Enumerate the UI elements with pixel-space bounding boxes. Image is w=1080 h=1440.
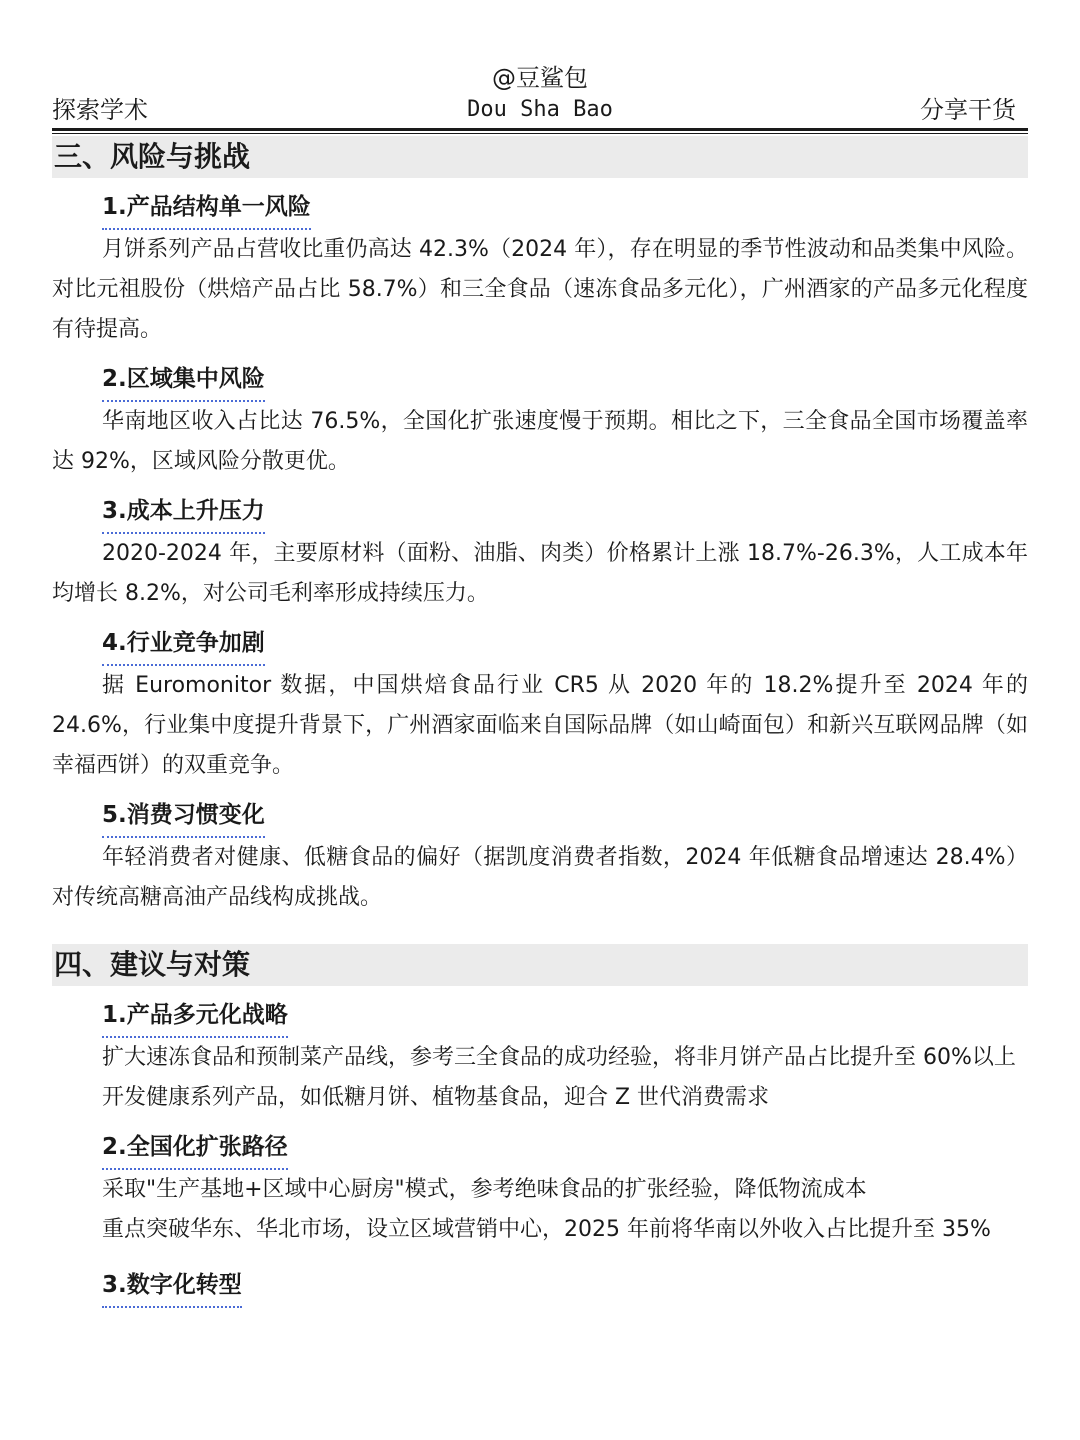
header-divider-thick — [52, 128, 1028, 131]
paragraph: 据 Euromonitor 数据，中国烘焙食品行业 CR5 从 2020 年的 18.2%提升至 2024 年的 24.6%，行业集中度提升背景下，广州酒家面临来自国际品牌（如山崎面包）和新兴互联网品牌（如幸福西饼）的双重竞争。 — [52, 673, 1028, 778]
paragraph: 华南地区收入占比达 76.5%，全国化扩张速度慢于预期。相比之下，三全食品全国市场覆盖率达 92%，区域风险分散更优。 — [52, 409, 1028, 474]
page-header — [52, 0, 1028, 130]
paragraph: 年轻消费者对健康、低糖食品的偏好（据凯度消费者指数，2024 年低糖食品增速达 28.4%）对传统高糖高油产品线构成挑战。 — [52, 845, 1028, 910]
header-center-label: Dou Sha Bao — [467, 97, 613, 122]
document-page — [52, 0, 1028, 1308]
section-title-recommendations: 四、建议与对策 — [52, 944, 1028, 986]
subsection-heading-wrap — [52, 358, 1028, 402]
subsection-title: 5.消费习惯变化 — [102, 794, 265, 838]
subsection-title: 1.产品结构单一风险 — [102, 186, 311, 230]
subsection-title: 3.数字化转型 — [102, 1264, 242, 1308]
header-divider-thin — [52, 133, 1028, 134]
subsection-heading-wrap — [52, 994, 1028, 1038]
subsection-title: 2.区域集中风险 — [102, 358, 265, 402]
paragraph: 采取"生产基地+区域中心厨房"模式，参考绝味食品的扩张经验，降低物流成本 — [102, 1177, 867, 1202]
subsection-heading-wrap — [52, 490, 1028, 534]
subsection-heading-wrap — [52, 1264, 1028, 1308]
subsection-heading-wrap — [52, 794, 1028, 838]
subsection-title: 1.产品多元化战略 — [102, 994, 288, 1038]
paragraph: 扩大速冻食品和预制菜产品线，参考三全食品的成功经验，将非月饼产品占比提升至 60%以上 — [102, 1045, 1016, 1070]
paragraph: 月饼系列产品占营收比重仍高达 42.3%（2024 年），存在明显的季节性波动和品类集中风险。对比元祖股份（烘焙产品占比 58.7%）和三全食品（速冻食品多元化），广州酒家的产品多元化程度有待提高。 — [52, 237, 1028, 342]
subsection-heading-wrap — [52, 186, 1028, 230]
subsection-title: 2.全国化扩张路径 — [102, 1126, 288, 1170]
section-title-risks: 三、风险与挑战 — [52, 136, 1028, 178]
subsection-title: 3.成本上升压力 — [102, 490, 265, 534]
subsection-heading-wrap — [52, 1126, 1028, 1170]
paragraph: 2020-2024 年，主要原材料（面粉、油脂、肉类）价格累计上涨 18.7%-26.3%，人工成本年均增长 8.2%，对公司毛利率形成持续压力。 — [52, 541, 1028, 606]
author-handle: @豆鲨包 — [492, 64, 588, 92]
header-right-label: 分享干货 — [920, 96, 1016, 124]
paragraph: 开发健康系列产品，如低糖月饼、植物基食品，迎合 Z 世代消费需求 — [102, 1085, 770, 1110]
paragraph: 重点突破华东、华北市场，设立区域营销中心，2025 年前将华南以外收入占比提升至 35% — [102, 1217, 991, 1242]
subsection-heading-wrap — [52, 622, 1028, 666]
header-left-label: 探索学术 — [52, 96, 148, 124]
subsection-title: 4.行业竞争加剧 — [102, 622, 265, 666]
